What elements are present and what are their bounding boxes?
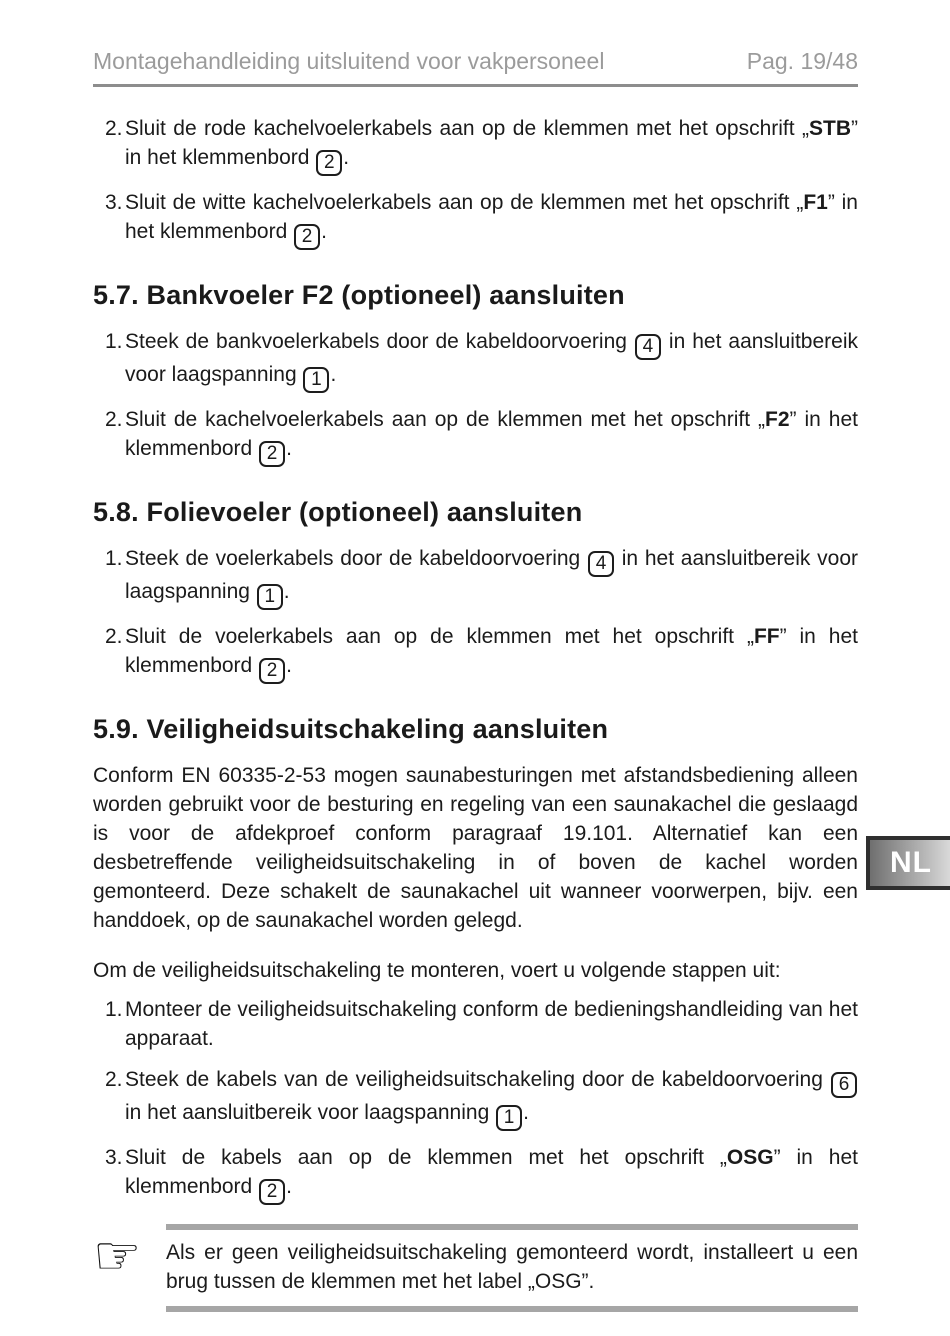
list-item: [93, 114, 858, 176]
list-item-text: Sluit de kabels aan op de klemmen met het opschrift „OSG” in het klemmenbord 2 .: [125, 1143, 858, 1205]
list-item-number: 1.: [105, 330, 123, 353]
part-ref-box: 2: [316, 150, 342, 176]
section-5-7-step-list: [93, 327, 858, 467]
list-item-number: 3.: [105, 191, 123, 214]
bold-label: OSG: [726, 1146, 774, 1169]
section-heading-5-8: 5.8. Folievoeler (optioneel) aansluiten: [93, 497, 583, 527]
part-ref-box: 1: [257, 584, 283, 610]
list-item-text: Steek de bankvoelerkabels door de kabeldoorvoering 4 in het aansluitbereik voor laagspanning 1 .: [125, 327, 858, 393]
note-block: [93, 1224, 858, 1312]
paragraph: Conform EN 60335-2-53 mogen saunabesturingen met afstandsbediening alleen worden gebruikt voor de besturing en regeling van een saunakachel die geslaagd is voor de afdekproef conform paragraaf 19.101. Alternatief kan een desbetreffende veiligheidsuitschakeling in of boven de kachel worden gemonteerd. Deze schakelt de saunakachel uit wanneer voorwerpen, bijv. een handdoek, op de saunakachel worden gelegd.: [93, 764, 858, 932]
list-item: [93, 405, 858, 467]
header-title: Montagehandleiding uitsluitend voor vakpersoneel: [93, 48, 605, 74]
paragraph: Om de veiligheidsuitschakeling te monteren, voert u volgende stappen uit:: [93, 959, 781, 982]
part-ref-box: 2: [259, 441, 285, 467]
bold-label: F2: [765, 408, 790, 431]
intro-step-list: [93, 114, 858, 250]
part-ref-box: 6: [831, 1072, 857, 1098]
bold-label: STB: [809, 117, 851, 140]
page-number: Pag. 19/48: [746, 48, 858, 74]
list-item-text: Sluit de witte kachelvoelerkabels aan op de klemmen met het opschrift „F1” in het klemmenbord 2 .: [125, 188, 858, 250]
section-heading-5-9: 5.9. Veiligheidsuitschakeling aansluiten: [93, 714, 609, 744]
list-item-number: 3.: [105, 1146, 123, 1169]
part-ref-box: 4: [635, 334, 661, 360]
list-item: [93, 622, 858, 684]
list-item: [93, 995, 858, 1053]
section-5-8-step-list: [93, 544, 858, 684]
part-ref-box: 1: [303, 367, 329, 393]
page-header: [93, 48, 858, 87]
list-item-number: 2.: [105, 408, 123, 431]
list-item: [93, 1143, 858, 1205]
list-item-number: 1.: [105, 547, 123, 570]
list-item: [93, 1065, 858, 1131]
list-item-number: 1.: [105, 998, 123, 1021]
part-ref-box: 4: [588, 551, 614, 577]
list-item-text: Sluit de rode kachelvoelerkabels aan op de klemmen met het opschrift „STB” in het klemmenbord 2 .: [125, 114, 858, 176]
bold-label: FF: [753, 625, 780, 648]
part-ref-box: 2: [294, 224, 320, 250]
list-item-text: Steek de kabels van de veiligheidsuitschakeling door de kabeldoorvoering 6 in het aansluitbereik voor laagspanning 1 .: [125, 1065, 858, 1131]
note-text: Als er geen veiligheidsuitschakeling gemonteerd wordt, installeert u een brug tussen de klemmen met het label „OSG”.: [166, 1224, 858, 1312]
section-heading-5-7: 5.7. Bankvoeler F2 (optioneel) aansluiten: [93, 280, 625, 310]
list-item-number: 2.: [105, 1068, 123, 1091]
page-content: [93, 114, 858, 1312]
list-item: [93, 188, 858, 250]
bold-label: F1: [803, 191, 828, 214]
part-ref-box: 2: [259, 1179, 285, 1205]
list-item-number: 2.: [105, 117, 123, 140]
part-ref-box: 2: [259, 658, 285, 684]
language-tab-label: NL: [890, 846, 932, 879]
list-item: [93, 544, 858, 610]
pointing-hand-icon: ☞: [93, 1224, 142, 1287]
list-item-text: Monteer de veiligheidsuitschakeling conform de bedieningshandleiding van het apparaat.: [125, 998, 858, 1050]
part-ref-box: 1: [496, 1105, 522, 1131]
list-item-text: Sluit de kachelvoelerkabels aan op de klemmen met het opschrift „F2” in het klemmenbord 2 .: [125, 405, 858, 467]
list-item-number: 2.: [105, 625, 123, 648]
list-item-text: Sluit de voelerkabels aan op de klemmen met het opschrift „FF” in het klemmenbord 2 .: [125, 622, 858, 684]
section-5-9-step-list: [93, 995, 858, 1205]
language-tab-nl: [866, 836, 950, 890]
list-item-text: Steek de voelerkabels door de kabeldoorvoering 4 in het aansluitbereik voor laagspanning 1 .: [125, 544, 858, 610]
list-item: [93, 327, 858, 393]
